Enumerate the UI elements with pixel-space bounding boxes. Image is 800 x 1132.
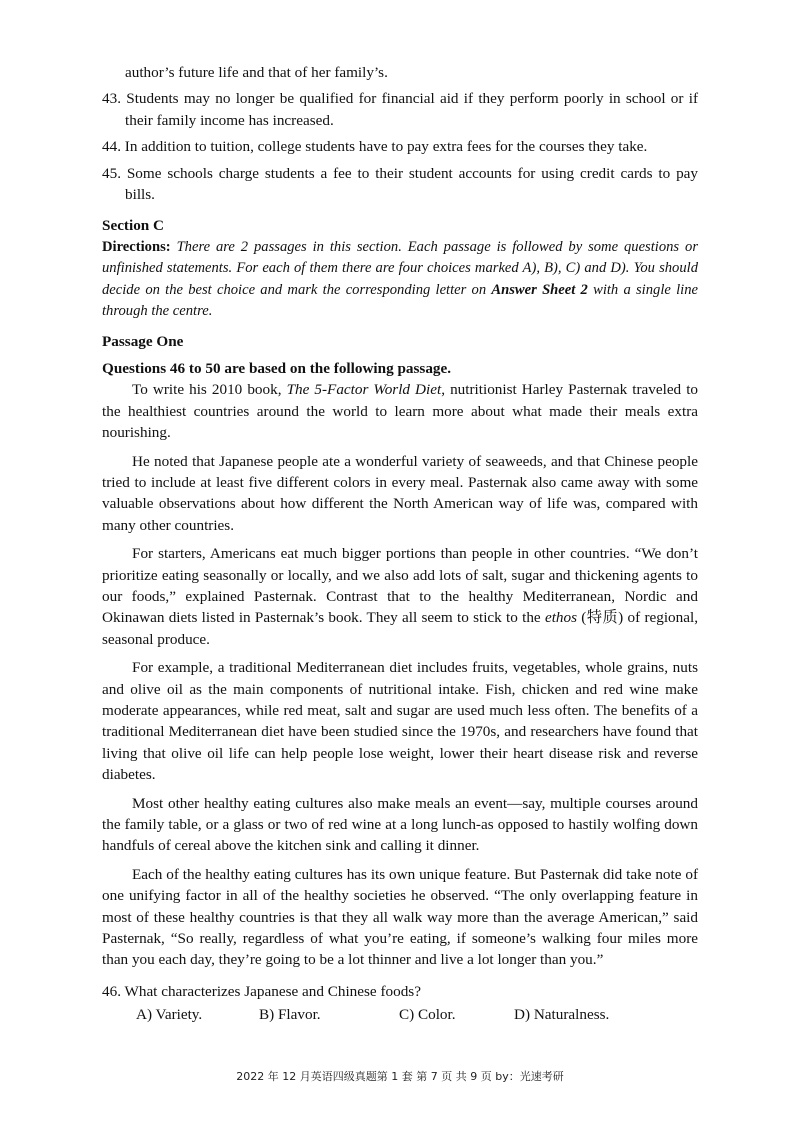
statement-44 — [102, 136, 698, 157]
statement-number: 43. — [102, 90, 121, 108]
answer-choices — [102, 1004, 698, 1025]
ethos-term: ethos — [544, 609, 578, 627]
choice-b[interactable]: B) Flavor. — [259, 1006, 321, 1024]
statement-text: Students may no longer be qualified for financial aid if they perform poorly in school or if their family income has increased. — [125, 90, 698, 129]
section-title: Section C — [102, 217, 165, 235]
page-footer: 2022 年 12 月英语四级真题第 1 套 第 7 页 共 9 页 by：光速考研 — [236, 1070, 564, 1083]
passage-paragraph-3: For starters, Americans eat much bigger portions than people in other countries. “We don’t prioritize eating seasonally or locally, and we also add lots of salt, sugar and thickening agents to our foods,” explained Pasternak. Contrast that to the healthy Mediterranean, Nordic and Okinawan diets listed in Pasternak’s book. They all seem to stick to the ethos (特质) of regional, seasonal produce. — [102, 545, 699, 648]
passage-paragraph-1: To write his 2010 book, The 5-Factor World Diet, nutritionist Harley Pasternak traveled to the healthiest countries around the world to learn more about what made their meals extra nourishing. — [102, 381, 699, 442]
exam-page — [102, 62, 698, 1026]
passage-title: Passage One — [102, 333, 184, 351]
passage-paragraph-4: For example, a traditional Mediterranean diet includes fruits, vegetables, whole grains, nuts and olive oil as the main components of nutritional intake. Fish, chicken and red wine make moderate appearances, while red meat, salt and sugar are used much less often. The benefits of a traditional Mediterranean diet have been studied since the 1970s, and researchers have found that living that olive oil life can help people lose weight, lower their heart disease risk and reverse diabetes. — [102, 659, 698, 784]
book-title: The 5-Factor World Diet — [286, 381, 442, 399]
question-number: 46. — [102, 982, 121, 1000]
questions-range: Questions 46 to 50 are based on the following passage. — [102, 359, 452, 377]
question-46 — [102, 981, 698, 1002]
statement-number: 45. — [102, 164, 121, 182]
directions-text-end: with a single line through the centre. — [102, 281, 698, 320]
question-text: What characterizes Japanese and Chinese foods? — [124, 982, 421, 1000]
section-directions — [102, 237, 698, 323]
statement-text: In addition to tuition, college students have to pay extra fees for the courses they take. — [124, 138, 648, 156]
passage-paragraph-2: He noted that Japanese people ate a wonderful variety of seaweeds, and that Chinese people tried to include at least five different colors in every meal. Pasternak also came away with some valuable observations about how different the North American way of life was, compared with many other countries. — [102, 452, 698, 534]
directions-text: There are 2 passages in this section. Each passage is followed by some questions or unfinished statements. For each of them there are four choices marked A), B), C) and D). You should decide on the best choice and mark the corresponding letter on — [102, 238, 698, 298]
statement-text: Some schools charge students a fee to their student accounts for using credit cards to pay bills. — [125, 164, 698, 204]
choice-d[interactable]: D) Naturalness. — [514, 1006, 610, 1024]
passage-paragraph-6: Each of the healthy eating cultures has its own unique feature. But Pasternak did take note of one unifying factor in all of the healthy societies he observed. “The only overlapping feature in most of these healthy countries is that they all walk way more than the average American,” said Pasternak, “So really, regardless of what you’re eating, if someone’s walking four miles more than you each day, they’re going to be a lot thinner and live a lot longer than you.” — [102, 865, 698, 969]
directions-label: Directions: — [102, 238, 171, 255]
choice-a[interactable]: A) Variety. — [136, 1006, 203, 1024]
statement-45 — [102, 163, 698, 206]
passage-paragraph-5: Most other healthy eating cultures also make meals an event—say, multiple courses around the family table, or a glass or two of red wine at a long lunch-as opposed to hastily wolfing down handfuls of cereal above the kitchen sink and calling it dinner. — [102, 794, 698, 855]
statement-number: 44. — [102, 138, 121, 156]
statement-43 — [102, 88, 698, 131]
answer-sheet-emphasis: Answer Sheet 2 — [491, 281, 588, 298]
choice-c[interactable]: C) Color. — [399, 1006, 456, 1024]
statement-42-continuation: author’s future life and that of her family’s. — [125, 64, 388, 81]
